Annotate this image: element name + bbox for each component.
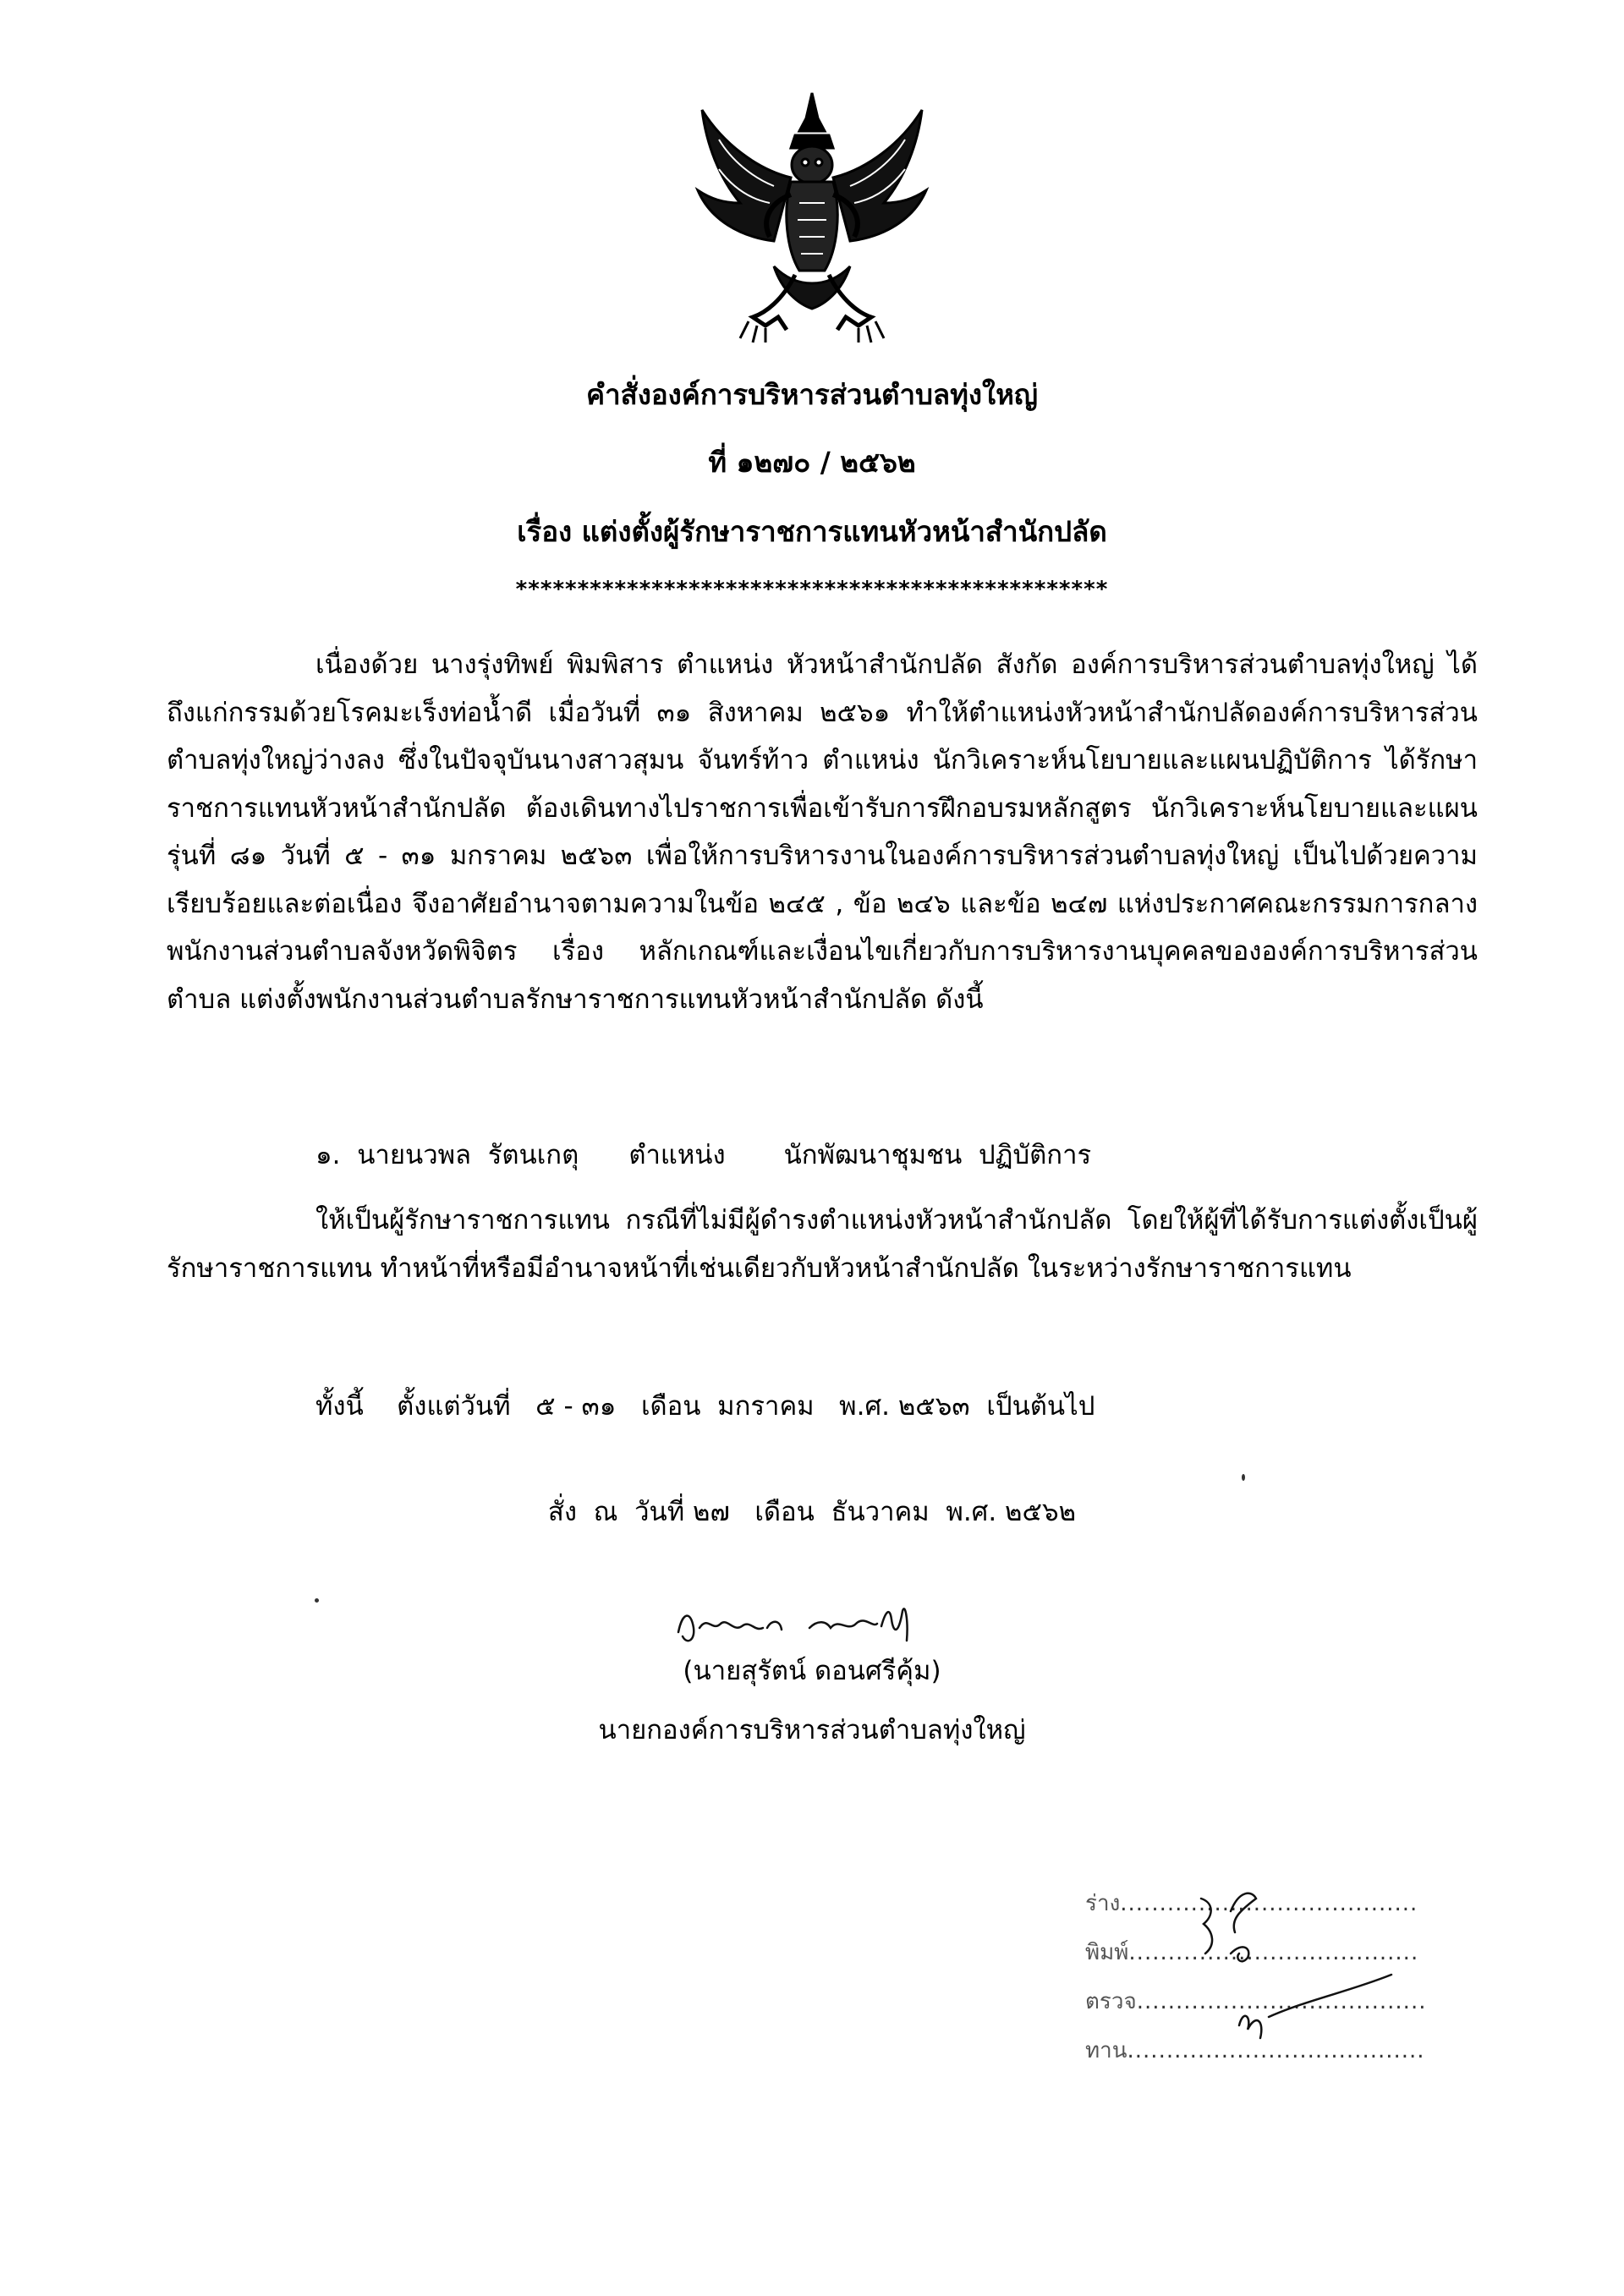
effective-date: ทั้งนี้ ตั้งแต่วันที่ ๕ - ๓๑ เดือน มกราคม พ.ศ. ๒๕๖๓ เป็นต้นไป — [315, 1391, 1095, 1422]
appointee-line: ๑. นายนวพล รัตนเกตุ ตำแหน่ง นักพัฒนาชุมชน ปฏิบัติการ — [315, 1140, 1092, 1170]
memo-dots: ...................................... — [1120, 1891, 1418, 1916]
memo-label: ตรวจ — [1085, 1989, 1137, 2014]
signatory-name: (นายสุรัตน์ ดอนศรีคุ้ม) — [683, 1656, 941, 1686]
handwritten-initials — [1180, 1873, 1518, 2127]
body-paragraph-1: เนื่องด้วย นางรุ่งทิพย์ พิมพิสาร ตำแหน่ง หัวหน้าสำนักปลัด สังกัด องค์การบริหารส่วนตำบลทุ่งใหญ่ ได้ถึงแก่กรรมด้วยโรคมะเร็งท่อน้ำดี เมื่อวันที่ ๓๑ สิงหาคม ๒๕๖๑ ทำให้ตำแหน่งหัวหน้าสำนักปลัดองค์การบริหารส่วนตำบลทุ่งใหญ่ว่างลง ซึ่งในปัจจุบันนางสาวสุมน จันทร์ท้าว ตำแหน่ง นักวิเคราะห์นโยบายและแผนปฏิบัติการ ได้รักษาราชการแทนหัวหน้าสำนักปลัด ต้องเดินทางไปราชการเพื่อเข้ารับการฝึกอบรมหลักสูตร นักวิเคราะห์นโยบายและแผน รุ่นที่ ๘๑ วันที่ ๕ - ๓๑ มกราคม ๒๕๖๓ เพื่อให้การบริหารงานในองค์การบริหารส่วนตำบลทุ่งใหญ่ เป็นไปด้วยความเรียบร้อยและต่อเนื่อง จึงอาศัยอำนาจตามความในข้อ ๒๔๕ , ข้อ ๒๔๖ และข้อ ๒๔๗ แห่งประกาศคณะกรรมการกลางพนักงานส่วนตำบลจังหวัดพิจิตร เรื่อง หลักเกณฑ์และเงื่อนไขเกี่ยวกับการบริหารงานบุคคลขององค์การบริหารส่วนตำบล แต่งตั้งพนักงานส่วนตำบลรักษาราชการแทนหัวหน้าสำนักปลัด ดังนี้ — [167, 649, 1478, 1015]
order-conditions — [167, 1197, 1478, 1292]
separator-line: ************************************************ — [515, 577, 1109, 602]
memo-label: ร่าง — [1085, 1891, 1121, 1916]
order-number: ที่ ๑๒๗๐ / ๒๕๖๒ — [708, 446, 916, 479]
document-title: คำสั่งองค์การบริหารส่วนตำบลทุ่งใหญ่ — [586, 378, 1038, 411]
ordered-date: สั่ง ณ วันที่ ๒๗ เดือน ธันวาคม พ.ศ. ๒๕๖๒ — [547, 1497, 1077, 1527]
memo-label: พิมพ์ — [1085, 1940, 1129, 1965]
memo-dots: ...................................... — [1127, 2038, 1425, 2063]
order-subject: เรื่อง แต่งตั้งผู้รักษาราชการแทนหัวหน้าสำนักปลัด — [517, 515, 1107, 548]
memo-dots: ..................................... — [1136, 1989, 1427, 2014]
memo-dots: ..................................... — [1128, 1940, 1419, 1965]
stray-mark — [315, 1598, 319, 1603]
body-paragraph-2: ให้เป็นผู้รักษาราชการแทน กรณีที่ไม่มีผู้ดำรงตำแหน่งหัวหน้าสำนักปลัด โดยให้ผู้ที่ได้รับการแต่งตั้งเป็นผู้รักษาราชการแทน ทำหน้าที่หรือมีอำนาจหน้าที่เช่นเดียวกับหัวหน้าสำนักปลัด ในระหว่างรักษาราชการแทน — [167, 1205, 1478, 1284]
handwritten-signature — [661, 1594, 949, 1653]
garuda-emblem-icon — [672, 85, 952, 364]
signatory-position: นายกองค์การบริหารส่วนตำบลทุ่งใหญ่ — [598, 1715, 1026, 1745]
order-body — [167, 641, 1478, 1023]
memo-label: ทาน — [1085, 2038, 1127, 2063]
stray-mark — [1242, 1474, 1245, 1481]
